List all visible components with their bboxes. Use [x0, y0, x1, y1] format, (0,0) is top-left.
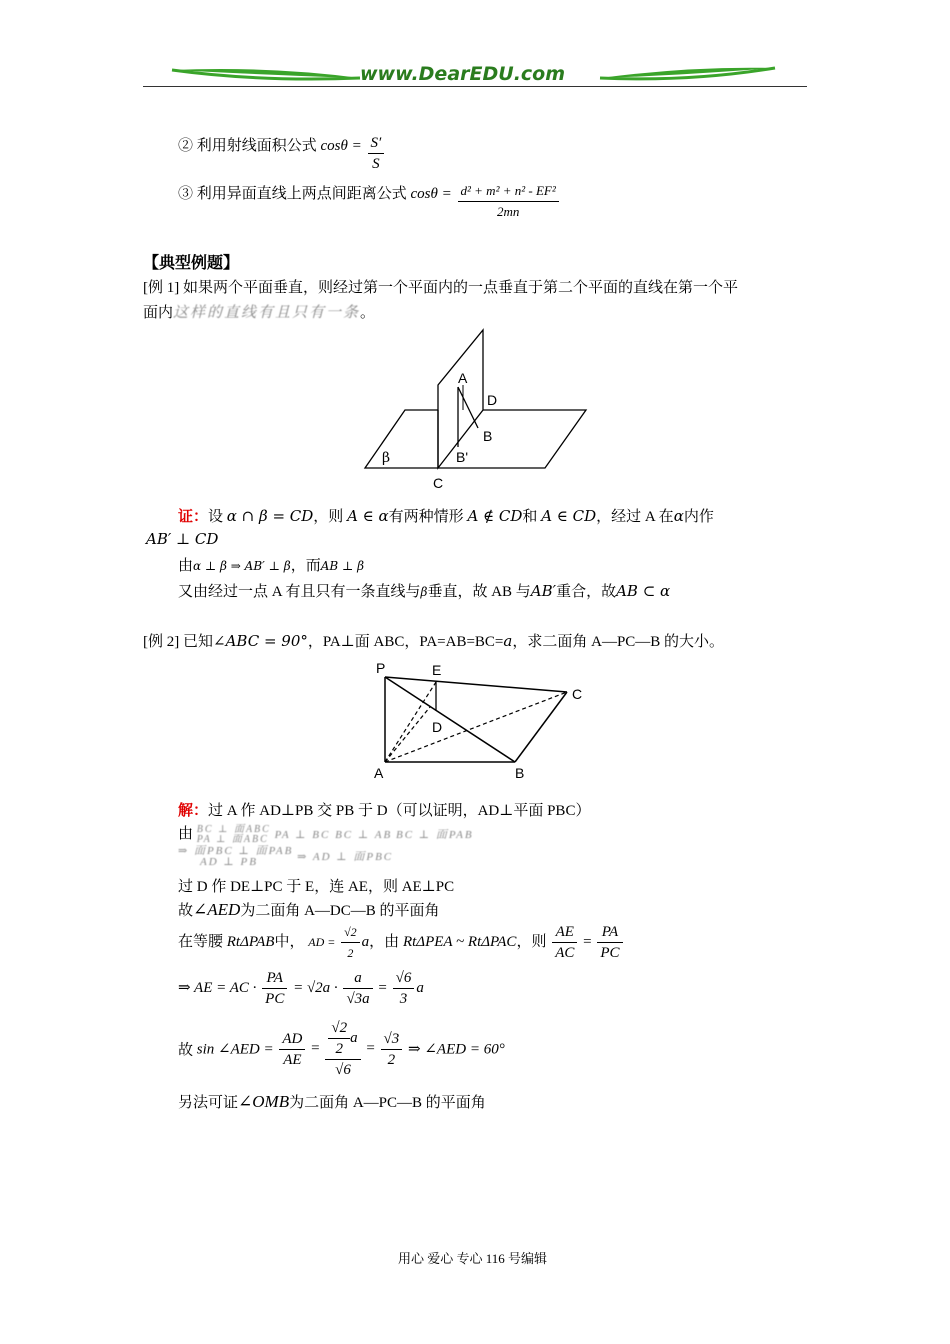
solution2-line8: 故 sin ∠AED = $\frac{AD}{AE}$ = $\frac{√2}{2}$ a √6 = $\frac{√3}{2}$ ⇒ ∠AED = 60° [178, 1020, 505, 1078]
solution2-line2: 由 BC ⊥ 面ABC PA ⊥ 面ABC PA ⊥ BC BC ⊥ AB BC ⊥ 面PAB [178, 823, 474, 845]
solution2-line7: ⇒ AE = AC · $\frac{PA}{PC}$ = √2a · $\frac{a}{√3a}$ = $\frac{√6}{3}$ a [178, 970, 424, 1007]
solution-label: 解： [178, 803, 209, 819]
proof1-line1: 证：设 α ∩ β = CD，则 A ∈ α有两种情形 A ∉ CD和 A ∈ CD，经过 A 在α内作 [178, 507, 714, 525]
figure-pyramid [370, 655, 600, 785]
edge-PC [385, 677, 567, 692]
blurred-text: 这样的直线有且只有一条 [173, 305, 361, 321]
formula-3-lhs: cosθ = [410, 186, 452, 202]
figure-perpendicular-planes [360, 325, 600, 495]
label-C: C [433, 475, 444, 491]
formula-2-lhs: cosθ = [320, 138, 362, 154]
solution2-line9: 另法可证∠OMB为二面角 A—PC—B 的平面角 [178, 1092, 486, 1111]
formula-2-label: ② 利用射线面积公式 [178, 138, 317, 154]
label-B: B [515, 765, 525, 781]
example2-line1: [例 2] 已知∠ABC = 90°，PA⊥面 ABC，PA=AB=BC=a，求二面角 A—PC—B 的大小。 [143, 632, 725, 650]
header-divider [143, 86, 807, 87]
solution2-line4: 过 D 作 DE⊥PC 于 E，连 AE，则 AE⊥PC [178, 879, 455, 895]
label-A: A [374, 765, 384, 781]
solution2-line1: 解：过 A 作 AD⊥PB 交 PB 于 D（可以证明，AD⊥平面 PBC） [178, 803, 591, 819]
label-E: E [432, 662, 442, 678]
plane-alpha [438, 330, 483, 468]
label-B: B [483, 428, 493, 444]
section-title: 【典型例题】 [143, 255, 240, 272]
solution2-line3: ⇒ 面PBC ⊥ 面PAB AD ⊥ PB ⇒ AD ⊥ 面PBC [178, 845, 394, 868]
compound-fraction: $\frac{√2}{2}$ a √6 [325, 1018, 360, 1080]
formula-2 [178, 133, 386, 174]
edge-AC [385, 692, 567, 762]
label-D: D [432, 719, 443, 735]
edge-BC [515, 692, 567, 762]
formula-3-label: ③ 利用异面直线上两点间距离公式 [178, 186, 407, 202]
solution2-line6: 在等腰 RtΔPAB中， AD = $\frac{√2}{2}$ a，由 RtΔPEA ~ RtΔPAC，则 $\frac{AE}{AC}$ = $\frac{PA}{PC}$ [178, 922, 625, 963]
edge-PB [385, 677, 515, 762]
page-footer: 用心 爱心 专心 116 号编辑 [398, 1251, 548, 1266]
label-B-prime: B' [456, 449, 469, 465]
solution2-line5: 故∠AED为二面角 A—DC—B 的平面角 [178, 900, 440, 919]
example1-line2: 面内这样的直线有且只有一条。 [143, 305, 376, 321]
site-logo[interactable]: www.DearEDU.com [360, 63, 566, 85]
proof1-line4: 又由经过一点 A 有且只有一条直线与β垂直，故 AB 与AB′重合，故AB ⊂ α [178, 582, 671, 600]
label-D: D [487, 392, 498, 408]
label-beta: β [382, 450, 391, 466]
proof1-line2: AB′ ⊥ CD [146, 530, 219, 548]
formula-3-fraction: $\frac{\text{d² + m² + n² - EF²}}{2mn}$ [458, 181, 559, 222]
label-C: C [572, 686, 583, 702]
proof1-line3: 由α ⊥ β ⇒ AB′ ⊥ β，而AB ⊥ β [178, 558, 365, 574]
formula-2-fraction: $\frac{S'}{S}$ [368, 133, 385, 174]
proof-label: 证： [178, 509, 209, 525]
label-P: P [376, 660, 386, 676]
formula-3 [178, 181, 561, 222]
label-A: A [458, 370, 468, 386]
example1-line1: [例 1] 如果两个平面垂直，则经过第一个平面内的一点垂直于第二个平面的直线在第一个平 [143, 280, 738, 296]
